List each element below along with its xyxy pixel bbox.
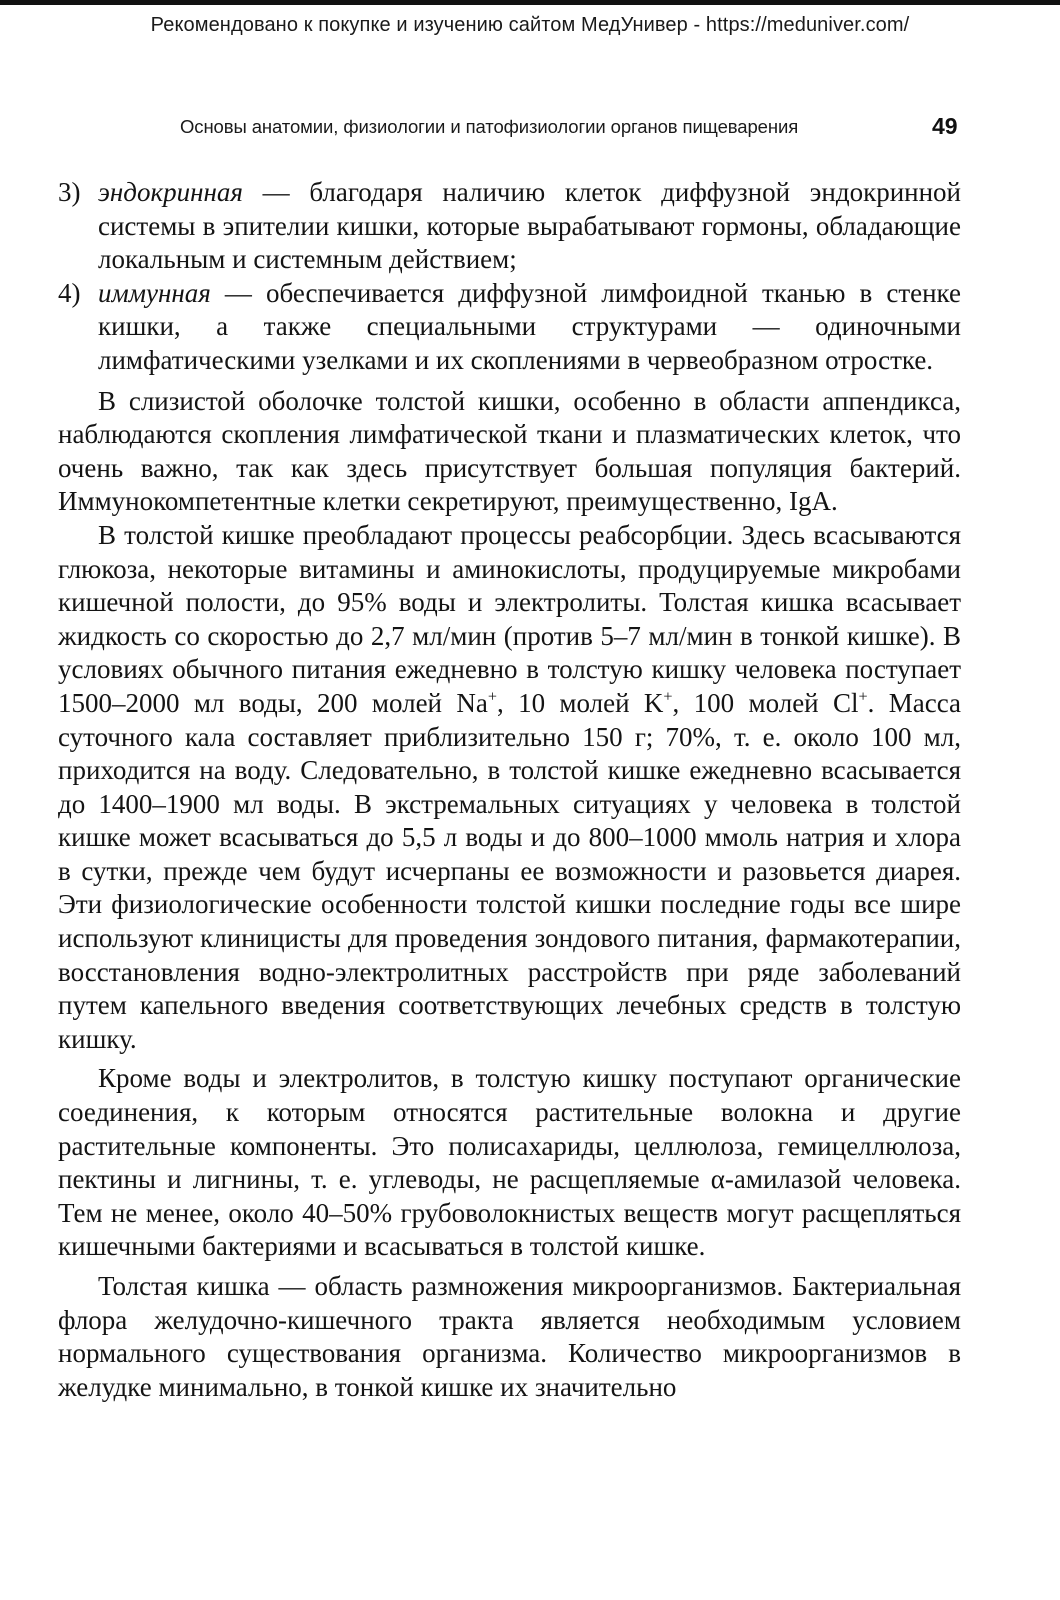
list-item-text: — обеспечивается диффузной лимфоидной тканью в стенке кишки, а также специальными структурами — одиночными лимфатическими узелками и их скоплениями в червеобразном отростке.: [98, 277, 961, 375]
top-edge-bar: [0, 0, 1060, 5]
page-number: 49: [932, 113, 958, 139]
superscript-charge: +: [858, 687, 868, 706]
list-item-term: эндокринная: [98, 177, 243, 207]
paragraph-microflora: Толстая кишка — область размножения микроорганизмов. Бактериальная флора желудочно-кишечного тракта является необходимым условием нормального существования организма. Количество микроорганизмов в желудке минимально, в тонкой кишке их значительно: [58, 1271, 961, 1402]
site-recommendation-notice: Рекомендовано к покупке и изучению сайтом МедУнивер - https://meduniver.com/: [150, 14, 910, 36]
list-item-text: — благодаря наличию клеток диффузной эндокринной системы в эпителии кишки, которые вырабатывают гормоны, обладающие локальным и системным действием;: [98, 177, 961, 275]
paragraph-text: В толстой кишке преобладают процессы реабсорбции. Здесь всасываются глюкоза, некоторые витамины и аминокислоты, продуцируемые микробами кишечной полости, до 95% воды и электролиты. Толстая кишка всасывает жидкость со скоростью до 2,7 мл/мин (против 5–7 мл/мин в тонкой кишке). В условиях обычного питания ежедневно в толстую кишку человека поступает 1500–2000 мл воды, 200 молей Na: [58, 519, 961, 718]
running-title: Основы анатомии, физиологии и патофизиологии органов пищеварения: [180, 116, 799, 137]
paragraph-reabsorption: [58, 519, 961, 1057]
list-item-endocrine: [58, 176, 961, 277]
list-item-term: иммунная: [98, 277, 211, 308]
list-item-number: 3): [58, 177, 81, 207]
paragraph-lymphatic-tissue: В слизистой оболочке толстой кишки, особенно в области аппендикса, наблюдаются скопления лимфатической ткани и плазматических клеток, что очень важно, так как здесь присутствует большая популяция бактерий. Иммунокомпетентные клетки секретируют, преимущественно, IgA.: [58, 385, 961, 517]
superscript-charge: +: [487, 687, 497, 706]
paragraph-text: , 100 молей Cl: [672, 687, 859, 718]
superscript-charge: +: [663, 687, 673, 706]
list-item-immune: [58, 277, 961, 378]
paragraph-text: . Масса суточного кала составляет приблизительно 150 г; 70%, т. е. около 100 мл, приходится на воду. Следовательно, в толстой кишке ежедневно всасывается до 1400–1900 мл воды. В экстремальных ситуациях у человека в толстой кишке может всасываться до 5,5 л воды и до 800–1000 ммоль натрия и хлора в сутки, прежде чем будут исчерпаны ее возможности и разовьется диарея. Эти физиологические особенности толстой кишки последние годы все шире используют клиницисты для проведения зондового питания, фармакотерапии, восстановления водно-электролитных расстройств при ряде заболеваний путем капельного введения соответствующих лечебных средств в толстую кишку.: [58, 687, 961, 1054]
page-body: [58, 176, 961, 1404]
list-item-number: 4): [58, 277, 81, 308]
paragraph-organic-compounds: Кроме воды и электролитов, в толстую кишку поступают органические соединения, к которым относятся растительные волокна и другие растительные компоненты. Это полисахариды, целлюлоза, гемицеллюлоза, пектины и лигнины, т. е. углеводы, не расщепляемые α-амилазой человека. Тем не менее, около 40–50% грубоволокнистых веществ могут расщепляться кишечными бактериями и всасываться в толстой кишке.: [58, 1063, 961, 1262]
paragraph-text: , 10 молей K: [496, 687, 664, 718]
